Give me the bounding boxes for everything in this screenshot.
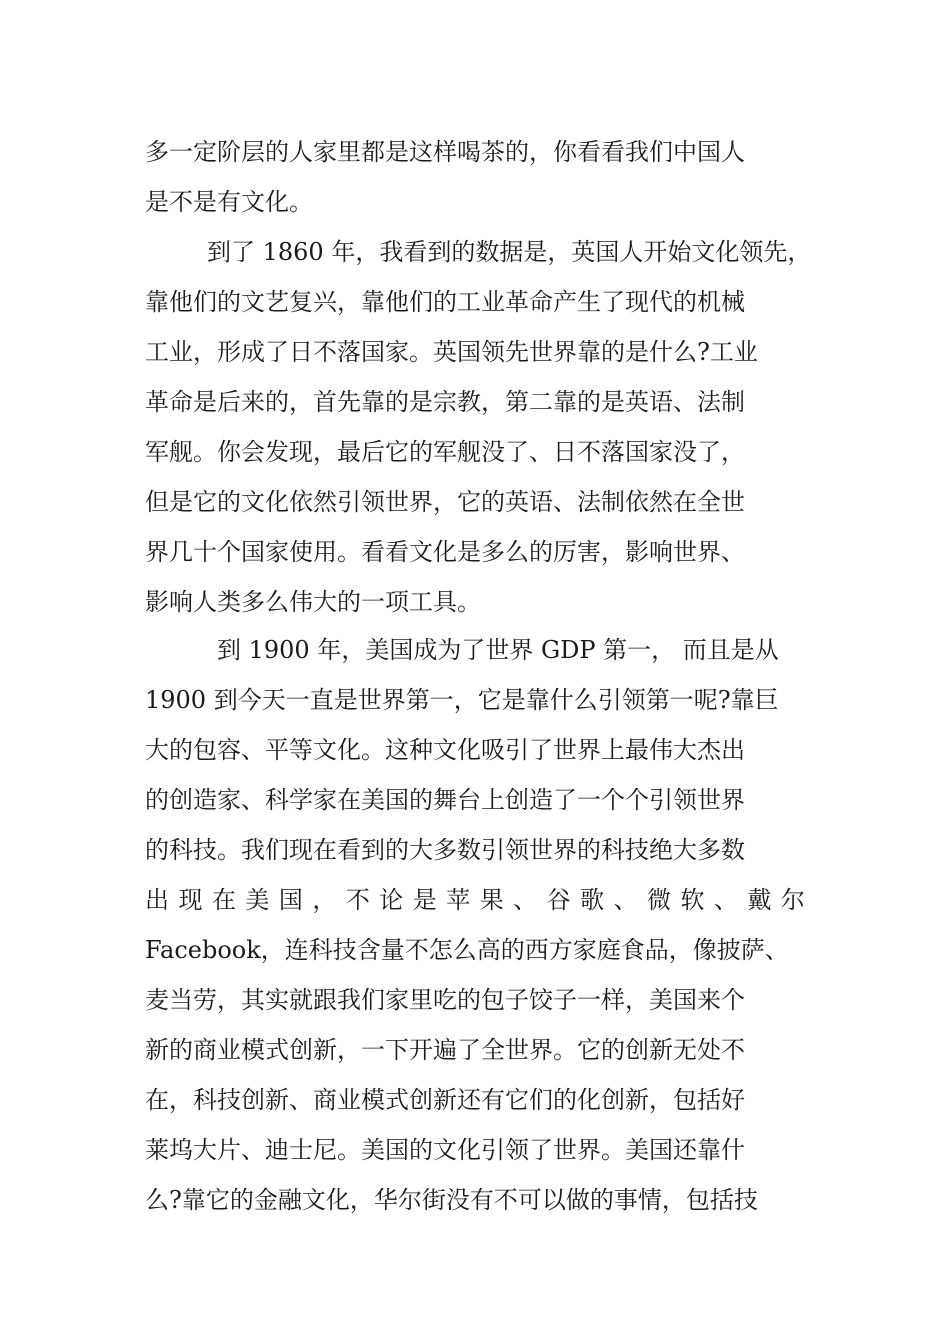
text-line: 影响人类多么伟大的一项工具。 (145, 588, 481, 616)
text-glyph: 果 (479, 886, 504, 914)
text-glyph: ， (312, 886, 337, 914)
text-glyph: 软 (680, 886, 705, 914)
text-line: 界几十个国家使用。看看文化是多么的厉害，影响世界、 (145, 538, 745, 566)
text-glyph: 现 (178, 886, 203, 914)
text-glyph: 、 (613, 886, 638, 914)
text-line: 的创造家、科学家在美国的舞台上创造了一个个引领世界 (145, 786, 745, 814)
text-line: 1900 到今天一直是世界第一，它是靠什么引领第一呢?靠巨 (145, 686, 779, 714)
text-glyph: 是 (412, 886, 437, 914)
text-glyph: 在 (211, 886, 236, 914)
text-glyph: 戴 (747, 886, 772, 914)
text-line: 靠他们的文艺复兴，靠他们的工业革命产生了现代的机械 (145, 288, 745, 316)
text-line: 到了 1860 年，我看到的数据是，英国人开始文化领先， (207, 238, 812, 266)
text-line: Facebook，连科技含量不怎么高的西方家庭食品，像披萨、 (145, 936, 789, 964)
text-line: 的科技。我们现在看到的大多数引领世界的科技绝大多数 (145, 836, 745, 864)
text-glyph: 微 (647, 886, 672, 914)
text-glyph: 不 (345, 886, 370, 914)
text-line: 麦当劳，其实就跟我们家里吃的包子饺子一样，美国来个 (145, 986, 745, 1014)
text-glyph: 苹 (446, 886, 471, 914)
text-line: 军舰。你会发现，最后它的军舰没了、日不落国家没了， (145, 438, 745, 466)
text-line: 但是它的文化依然引领世界，它的英语、法制依然在全世 (145, 488, 745, 516)
text-glyph: 尔 (780, 886, 805, 914)
text-line: 新的商业模式创新，一下开遍了全世界。它的创新无处不 (145, 1036, 745, 1064)
text-glyph: 、 (713, 886, 738, 914)
text-glyph: 美 (245, 886, 270, 914)
text-line: 革命是后来的，首先靠的是宗教，第二靠的是英语、法制 (145, 388, 745, 416)
text-line: 工业，形成了日不落国家。英国领先世界靠的是什么?工业 (145, 338, 758, 366)
text-line: 在，科技创新、商业模式创新还有它们的化创新，包括好 (145, 1086, 745, 1114)
text-line: 是不是有文化。 (145, 188, 313, 216)
text-line: 么?靠它的金融文化，华尔街没有不可以做的事情，包括技 (145, 1186, 758, 1214)
text-glyph: 国 (278, 886, 303, 914)
text-line: 多一定阶层的人家里都是这样喝茶的，你看看我们中国人 (145, 138, 745, 166)
text-line: 大的包容、平等文化。这种文化吸引了世界上最伟大杰出 (145, 736, 745, 764)
text-line: 莱坞大片、迪士尼。美国的文化引领了世界。美国还靠什 (145, 1136, 745, 1164)
text-line: 到 1900 年，美国成为了世界 GDP 第一， 而且是从 (217, 636, 779, 664)
text-glyph: 论 (379, 886, 404, 914)
text-line (145, 884, 805, 916)
text-glyph: 、 (513, 886, 538, 914)
text-glyph: 歌 (580, 886, 605, 914)
text-glyph: 出 (145, 886, 169, 914)
text-glyph: 谷 (546, 886, 571, 914)
